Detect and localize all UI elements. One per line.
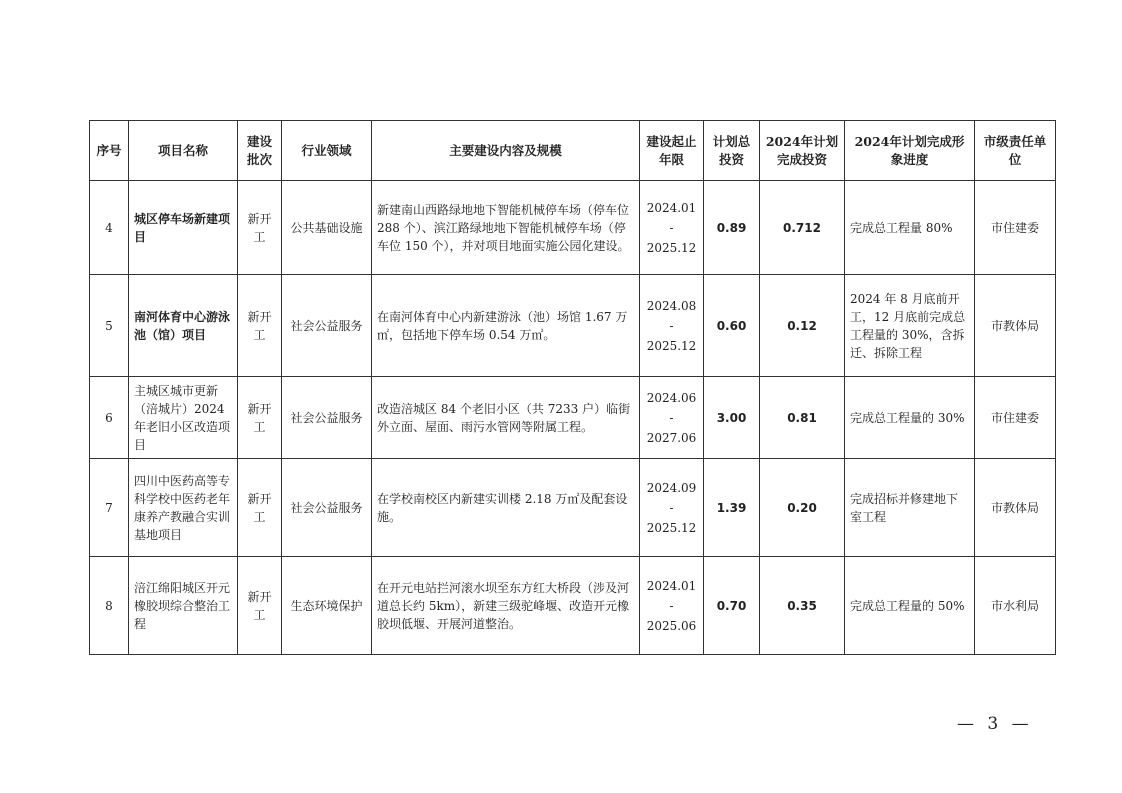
row-batch: 新开工 [238,181,282,275]
row-start-year: 2024.08 [646,298,697,313]
row-responsible-unit: 市水利局 [975,557,1056,655]
row-batch: 新开工 [238,557,282,655]
row-seq: 5 [90,275,129,377]
header-content: 主要建设内容及规模 [372,121,640,181]
row-years [640,181,704,275]
row-years [640,377,704,459]
row-year-separator: - [669,220,674,235]
row-content: 在学校南校区内新建实训楼 2.18 万㎡及配套设施。 [372,459,640,557]
row-plan-investment: 0.81 [760,377,845,459]
row-seq: 7 [90,459,129,557]
row-content: 在南河体育中心内新建游泳（池）场馆 1.67 万㎡，包括地下停车场 0.54 万㎡。 [372,275,640,377]
row-end-year: 2025.12 [646,520,697,535]
row-plan-investment: 0.712 [760,181,845,275]
page-number: — 3 — [957,714,1033,734]
header-sector: 行业领域 [282,121,372,181]
row-total-investment: 1.39 [704,459,760,557]
header-responsible-unit: 市级责任单位 [975,121,1056,181]
table-header-row [90,121,1056,181]
row-sector: 社会公益服务 [282,459,372,557]
row-progress: 完成总工程量的 50% [845,557,975,655]
row-batch: 新开工 [238,275,282,377]
row-responsible-unit: 市教体局 [975,275,1056,377]
row-plan-investment: 0.20 [760,459,845,557]
row-progress: 完成总工程量的 30% [845,377,975,459]
row-total-investment: 0.70 [704,557,760,655]
row-project-name: 主城区城市更新（涪城片）2024 年老旧小区改造项目 [129,377,238,459]
row-content: 新建南山西路绿地地下智能机械停车场（停车位 288 个）、滨江路绿地地下智能机械停车场（停车位 150 个），并对项目地面实施公园化建设。 [372,181,640,275]
row-start-year: 2024.01 [646,200,697,215]
row-year-separator: - [669,410,674,425]
row-responsible-unit: 市住建委 [975,377,1056,459]
row-batch: 新开工 [238,459,282,557]
table-row [90,557,1056,655]
row-seq: 4 [90,181,129,275]
header-progress-2024: 2024年计划完成形象进度 [845,121,975,181]
row-content: 在开元电站拦河滚水坝至东方红大桥段（涉及河道总长约 5km），新建三级驼峰堰、改造开元橡胶坝低堰、开展河道整治。 [372,557,640,655]
row-start-year: 2024.09 [646,480,697,495]
header-seq: 序号 [90,121,129,181]
row-years [640,275,704,377]
row-sector: 生态环境保护 [282,557,372,655]
table-row [90,459,1056,557]
row-start-year: 2024.06 [646,390,697,405]
row-years [640,459,704,557]
row-sector: 公共基础设施 [282,181,372,275]
table-row [90,377,1056,459]
row-progress: 2024 年 8 月底前开工，12 月底前完成总工程量的 30%，含拆迁、拆除工程 [845,275,975,377]
row-year-separator: - [669,500,674,515]
row-plan-investment: 0.35 [760,557,845,655]
header-plan-2024: 2024年计划完成投资 [760,121,845,181]
table-row [90,181,1056,275]
row-years [640,557,704,655]
table-row [90,275,1056,377]
header-years: 建设起止年限 [640,121,704,181]
row-start-year: 2024.01 [646,578,697,593]
row-content: 改造涪城区 84 个老旧小区（共 7233 户）临街外立面、屋面、雨污水管网等附属工程。 [372,377,640,459]
row-plan-investment: 0.12 [760,275,845,377]
header-name: 项目名称 [129,121,238,181]
project-table [89,120,1056,655]
row-seq: 8 [90,557,129,655]
row-sector: 社会公益服务 [282,275,372,377]
row-responsible-unit: 市教体局 [975,459,1056,557]
row-project-name: 涪江绵阳城区开元橡胶坝综合整治工程 [129,557,238,655]
header-total-investment: 计划总投资 [704,121,760,181]
row-total-investment: 0.89 [704,181,760,275]
row-project-name: 南河体育中心游泳池（馆）项目 [129,275,238,377]
row-sector: 社会公益服务 [282,377,372,459]
row-progress: 完成总工程量 80% [845,181,975,275]
row-project-name: 城区停车场新建项目 [129,181,238,275]
row-end-year: 2025.06 [646,618,697,633]
row-end-year: 2025.12 [646,338,697,353]
row-total-investment: 0.60 [704,275,760,377]
row-progress: 完成招标并修建地下室工程 [845,459,975,557]
row-project-name: 四川中医药高等专科学校中医药老年康养产教融合实训基地项目 [129,459,238,557]
row-year-separator: - [669,598,674,613]
row-batch: 新开工 [238,377,282,459]
row-total-investment: 3.00 [704,377,760,459]
row-responsible-unit: 市住建委 [975,181,1056,275]
header-batch: 建设批次 [238,121,282,181]
project-table-container [89,120,1056,655]
row-seq: 6 [90,377,129,459]
row-year-separator: - [669,318,674,333]
row-end-year: 2025.12 [646,240,697,255]
row-end-year: 2027.06 [646,430,697,445]
